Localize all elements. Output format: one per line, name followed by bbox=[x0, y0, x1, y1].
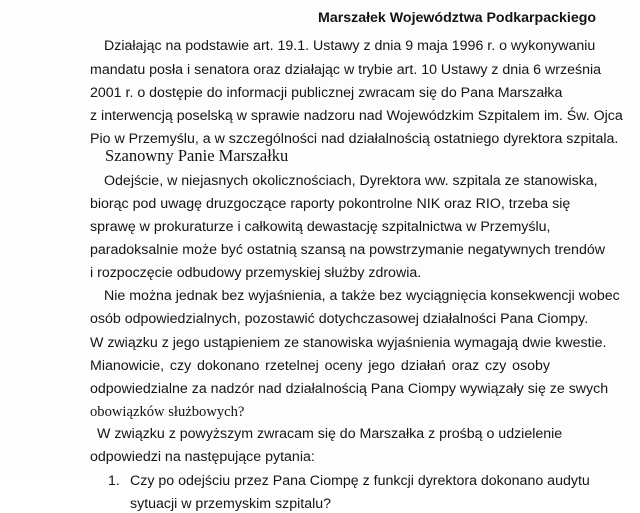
intro-line-1: Działając na podstawie art. 19.1. Ustawy z dnia 9 maja 1996 r. o wykonywaniu bbox=[104, 38, 596, 54]
paragraph1-line-1: Odejście, w niejasnych okolicznościach, Dyrektora ww. szpitala ze stanowiska, bbox=[104, 173, 598, 189]
question1-line-2: sytuacji w przemyskim szpitalu? bbox=[130, 496, 332, 512]
paragraph3-line-1: W związku z powyższym zwracam się do Marszałka z prośbą o udzielenie bbox=[97, 426, 563, 442]
paragraph1-line-4: paradoksalnie może być ostatnią szansą na powstrzymanie negatywnych trendów bbox=[90, 242, 605, 258]
intro-line-4: z interwencją poselską w sprawie nadzoru nad Wojewódzkim Szpitalem im. Św. Ojca bbox=[90, 108, 623, 124]
intro-line-5: Pio w Przemyślu, a w szczególności nad działalnością ostatniego dyrektora szpitala. bbox=[90, 131, 619, 147]
intro-line-2: mandatu posła i senatora oraz działając w trybie art. 10 Ustawy z dnia 6 września bbox=[90, 62, 601, 78]
paragraph3-line-2: odpowiedzi na następujące pytania: bbox=[90, 449, 315, 465]
paragraph1-line-3: sprawę w prokuraturze i całkowitą dewastację szpitalnictwa w Przemyślu, bbox=[90, 219, 551, 235]
paragraph2-line-3: W związku z jego ustąpieniem ze stanowiska wyjaśnienia wymagają dwie kwestie. bbox=[90, 335, 607, 351]
question1-line-1: Czy po odejściu przez Pana Ciompę z funkcji dyrektora dokonano audytu bbox=[130, 473, 590, 489]
paragraph2-line-1: Nie można jednak bez wyjaśnienia, a także bez wyciągnięcia konsekwencji wobec bbox=[104, 288, 620, 304]
question1-number: 1. bbox=[108, 473, 120, 489]
paragraph2-line-6: obowiązków służbowych? bbox=[90, 404, 245, 420]
paragraph2-line-5: odpowiedzialne za nadzór nad działalnością Pana Ciompy wywiązały się ze swych bbox=[90, 381, 609, 397]
addressee-heading: Marszałek Województwa Podkarpackiego bbox=[318, 10, 597, 26]
paragraph2-line-4: Mianowicie, czy dokonano rzetelnej oceny jego działań oraz czy osoby bbox=[90, 358, 550, 374]
paragraph1-line-2: biorąc pod uwagę druzgoczące raporty pokontrolne NIK oraz RIO, trzeba się bbox=[90, 196, 571, 212]
intro-line-3: 2001 r. o dostępie do informacji publicznej zwracam się do Pana Marszałka bbox=[90, 85, 563, 101]
paragraph2-line-2: osób odpowiedzialnych, pozostawić dotychczasowej działalności Pana Ciompy. bbox=[90, 311, 589, 327]
greeting: Szanowny Panie Marszałku bbox=[105, 146, 289, 165]
paragraph1-line-5: i rozpoczęcie odbudowy przemyskiej służby zdrowia. bbox=[90, 265, 422, 281]
